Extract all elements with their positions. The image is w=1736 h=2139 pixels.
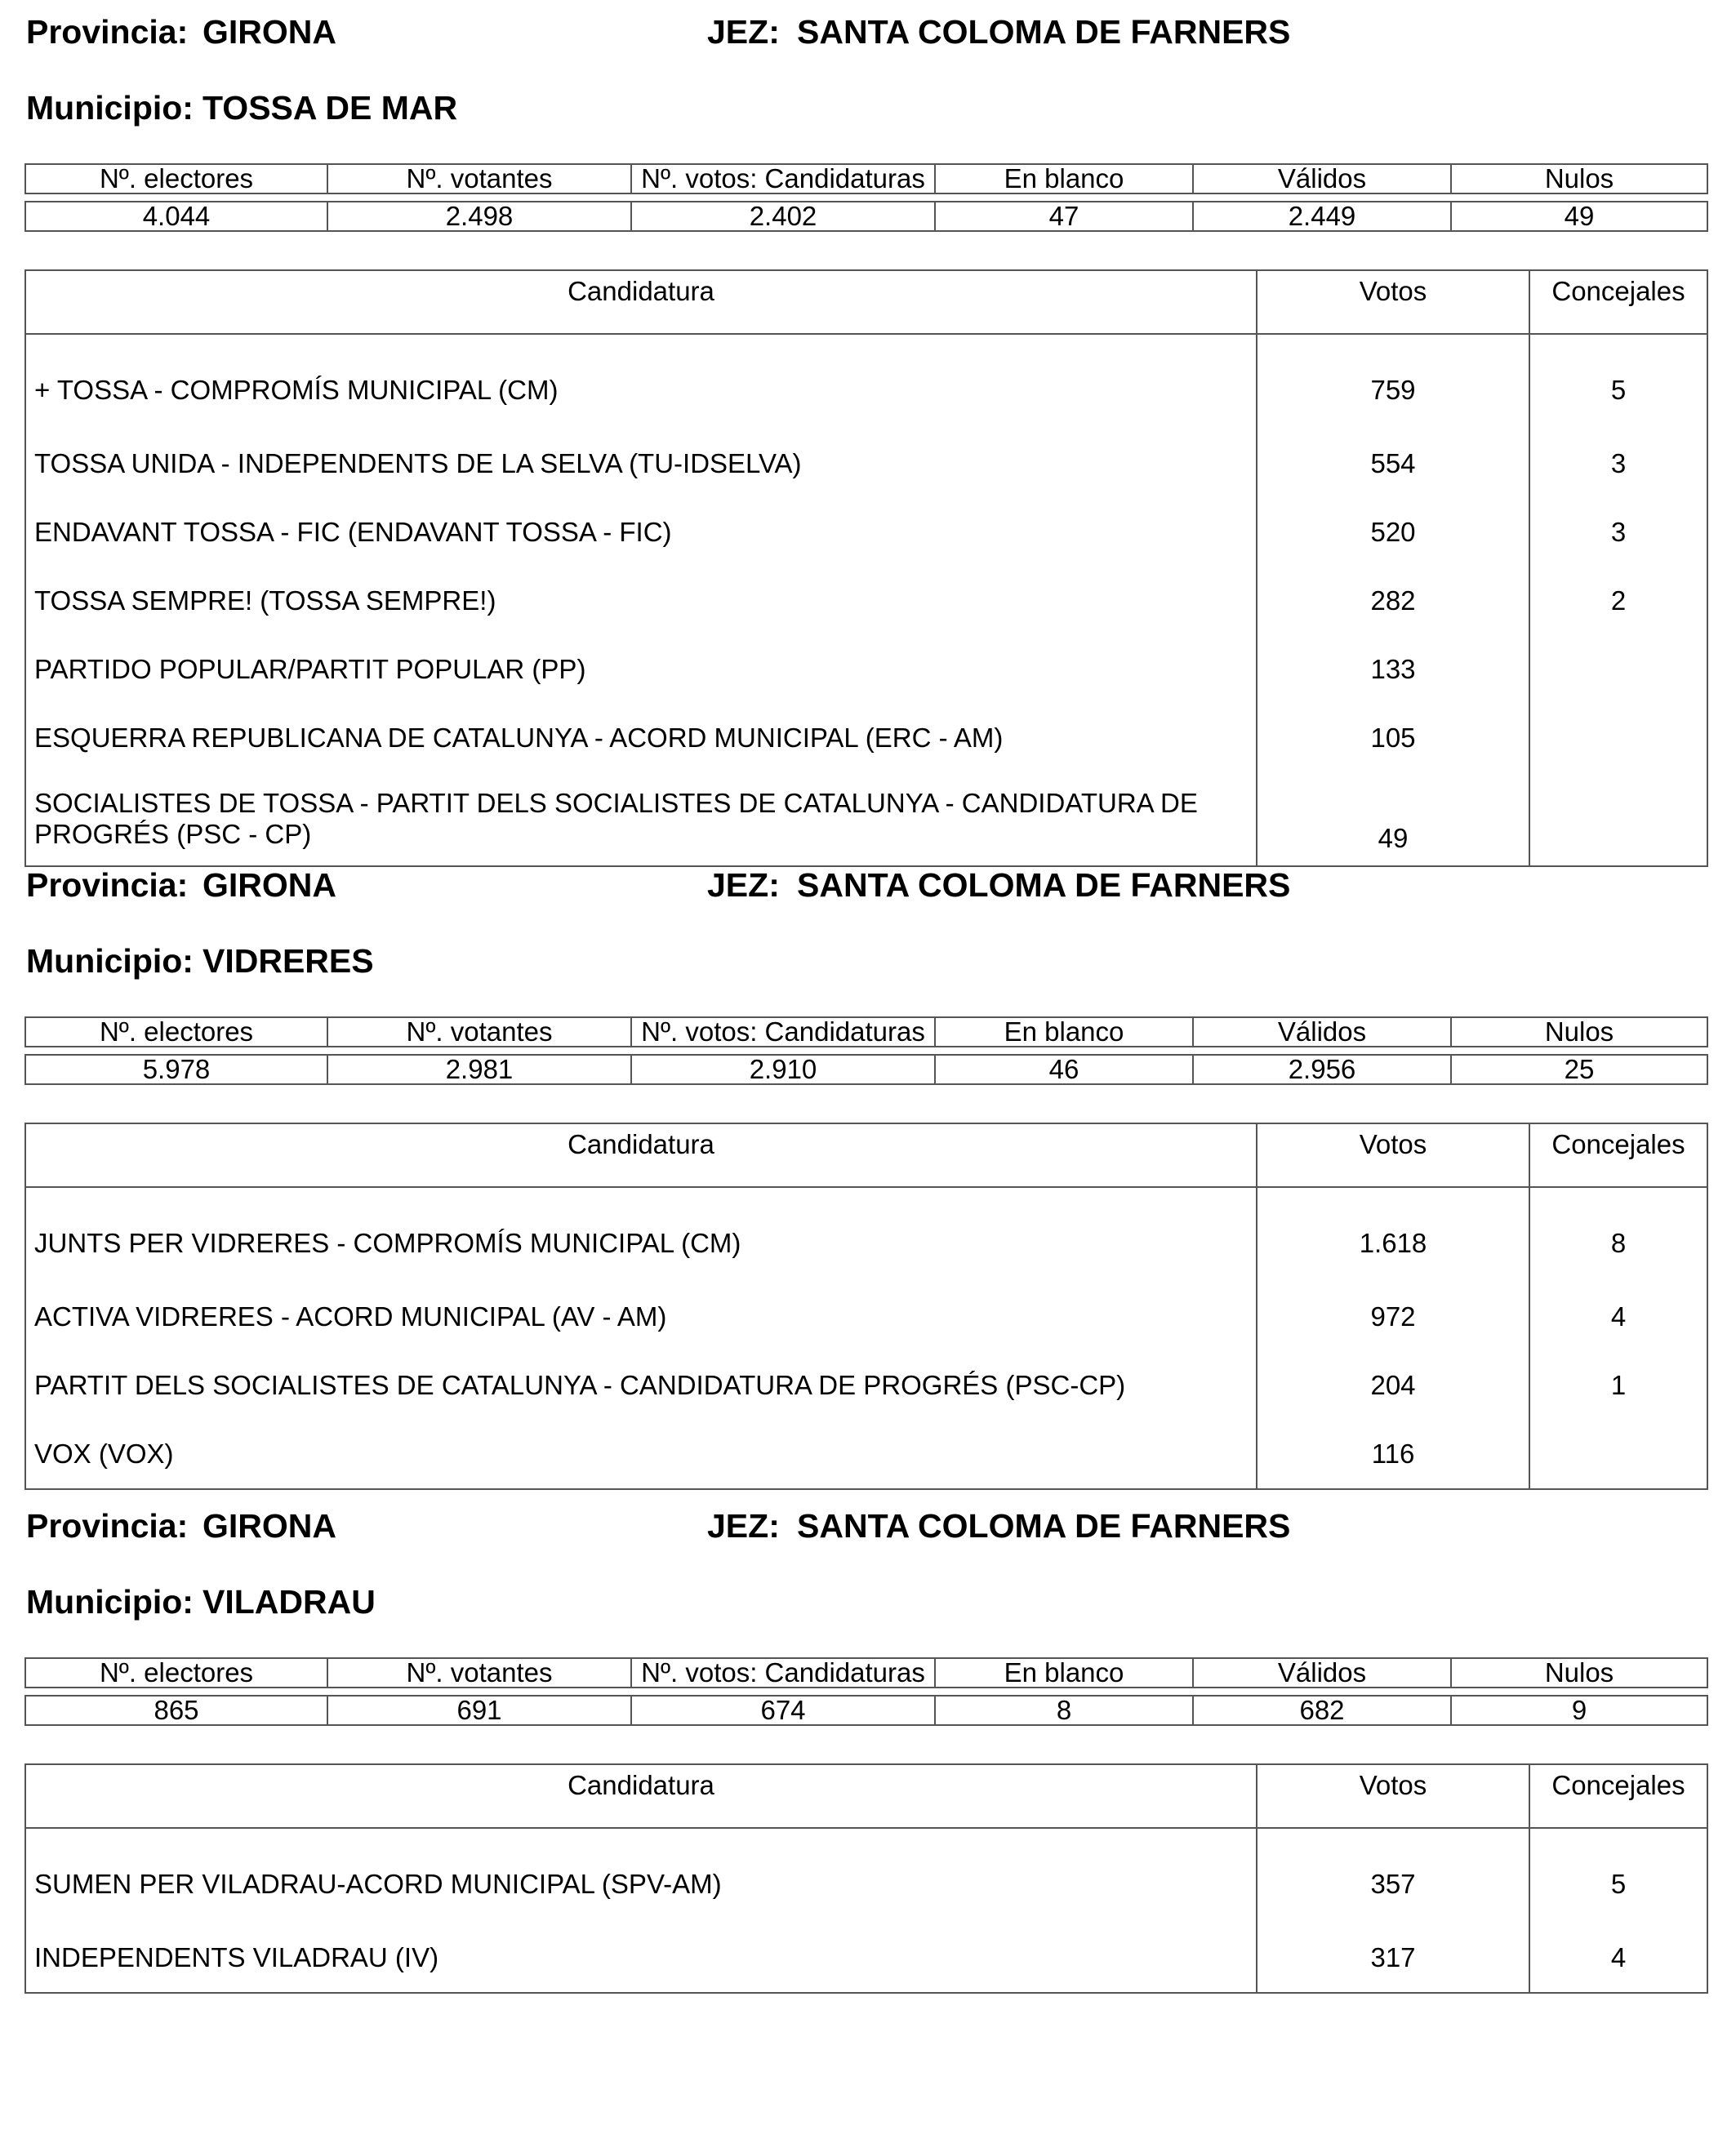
summary-header: Nº. votantes [327, 1017, 631, 1047]
concejales-header: Concejales [1529, 1123, 1707, 1187]
summary-header: Válidos [1193, 1658, 1451, 1688]
municipio-label: Municipio: [26, 942, 194, 980]
votos-value: 133 [1257, 635, 1529, 704]
summary-header: Nulos [1451, 164, 1707, 193]
concejales-value [1529, 772, 1707, 866]
provincia-label: Provincia: [26, 13, 189, 51]
votos-header: Votos [1257, 270, 1529, 334]
concejales-value [1529, 1420, 1707, 1489]
summary-header: Nº. votos: Candidaturas [631, 1017, 935, 1047]
concejales-value: 8 [1529, 1187, 1707, 1283]
candidatura-name: TOSSA UNIDA - INDEPENDENTS DE LA SELVA (TU-IDSELVA) [25, 429, 1257, 498]
candidatura-header: Candidatura [25, 1123, 1257, 1187]
table-row [25, 704, 1707, 772]
concejales-value: 4 [1529, 1923, 1707, 1993]
concejales-value: 4 [1529, 1283, 1707, 1351]
candidatura-name: TOSSA SEMPRE! (TOSSA SEMPRE!) [25, 567, 1257, 635]
summary-header: Nº. votos: Candidaturas [631, 1658, 935, 1688]
candidatura-name: PARTIT DELS SOCIALISTES DE CATALUNYA - CANDIDATURA DE PROGRÉS (PSC-CP) [25, 1351, 1257, 1420]
summary-value: 25 [1451, 1055, 1707, 1084]
jez-value: SANTA COLOMA DE FARNERS [797, 1507, 1291, 1545]
summary-header: Nulos [1451, 1017, 1707, 1047]
table-row [25, 1420, 1707, 1489]
candidaturas-table [24, 269, 1708, 867]
provincia-value: GIRONA [203, 13, 336, 51]
municipio-value: TOSSA DE MAR [203, 89, 458, 127]
concejales-value [1529, 704, 1707, 772]
table-row [25, 1283, 1707, 1351]
table-row [25, 567, 1707, 635]
summary-value: 2.956 [1193, 1055, 1451, 1084]
candidatura-name: SUMEN PER VILADRAU-ACORD MUNICIPAL (SPV-AM) [25, 1828, 1257, 1923]
summary-value: 865 [25, 1696, 327, 1725]
candidaturas-table [24, 1123, 1708, 1490]
summary-value: 691 [327, 1696, 631, 1725]
provincia-value: GIRONA [203, 866, 336, 904]
concejales-value: 1 [1529, 1351, 1707, 1420]
votos-value: 282 [1257, 567, 1529, 635]
concejales-header: Concejales [1529, 1764, 1707, 1828]
summary-value: 47 [935, 202, 1193, 231]
votos-value: 49 [1257, 772, 1529, 866]
summary-value: 4.044 [25, 202, 327, 231]
votos-header: Votos [1257, 1123, 1529, 1187]
summary-header: Nº. electores [25, 1658, 327, 1688]
votos-value: 759 [1257, 334, 1529, 429]
jez-label: JEZ: [707, 866, 780, 904]
municipio-label: Municipio: [26, 1583, 194, 1621]
concejales-value: 3 [1529, 429, 1707, 498]
summary-value: 8 [935, 1696, 1193, 1725]
municipio-value: VILADRAU [203, 1583, 376, 1621]
jez-value: SANTA COLOMA DE FARNERS [797, 13, 1291, 51]
municipio-label: Municipio: [26, 89, 194, 127]
table-row [25, 635, 1707, 704]
summary-header: Válidos [1193, 164, 1451, 193]
votos-value: 116 [1257, 1420, 1529, 1489]
summary-header: En blanco [935, 164, 1193, 193]
summary-value: 2.981 [327, 1055, 631, 1084]
candidatura-name: + TOSSA - COMPROMÍS MUNICIPAL (CM) [25, 334, 1257, 429]
summary-header: Nº. electores [25, 1017, 327, 1047]
votos-value: 317 [1257, 1923, 1529, 1993]
candidatura-name: PARTIDO POPULAR/PARTIT POPULAR (PP) [25, 635, 1257, 704]
table-row [25, 1923, 1707, 1993]
summary-value: 2.498 [327, 202, 631, 231]
provincia-label: Provincia: [26, 866, 189, 904]
summary-header: Nº. votantes [327, 1658, 631, 1688]
votos-value: 357 [1257, 1828, 1529, 1923]
jez-label: JEZ: [707, 1507, 780, 1545]
summary-value: 2.449 [1193, 202, 1451, 231]
summary-header: Nulos [1451, 1658, 1707, 1688]
summary-value: 674 [631, 1696, 935, 1725]
summary-header: Nº. electores [25, 164, 327, 193]
summary-header: Válidos [1193, 1017, 1451, 1047]
candidatura-name: ENDAVANT TOSSA - FIC (ENDAVANT TOSSA - FIC) [25, 498, 1257, 567]
municipio-value: VIDRERES [203, 942, 374, 980]
table-row [25, 1187, 1707, 1283]
table-row [25, 429, 1707, 498]
jez-label: JEZ: [707, 13, 780, 51]
table-row [25, 498, 1707, 567]
summary-value: 49 [1451, 202, 1707, 231]
candidatura-name: ESQUERRA REPUBLICANA DE CATALUNYA - ACORD MUNICIPAL (ERC - AM) [25, 704, 1257, 772]
candidatura-name: INDEPENDENTS VILADRAU (IV) [25, 1923, 1257, 1993]
votos-value: 520 [1257, 498, 1529, 567]
provincia-label: Provincia: [26, 1507, 189, 1545]
summary-table [24, 1657, 1708, 1726]
summary-header: Nº. votantes [327, 164, 631, 193]
summary-table [24, 1016, 1708, 1085]
concejales-value: 5 [1529, 334, 1707, 429]
votos-header: Votos [1257, 1764, 1529, 1828]
summary-value: 682 [1193, 1696, 1451, 1725]
summary-value: 2.910 [631, 1055, 935, 1084]
summary-table [24, 163, 1708, 232]
candidatura-name: SOCIALISTES DE TOSSA - PARTIT DELS SOCIALISTES DE CATALUNYA - CANDIDATURA DE PROGRÉS (PSC - CP) [25, 772, 1257, 866]
table-row [25, 1351, 1707, 1420]
votos-value: 972 [1257, 1283, 1529, 1351]
summary-value: 9 [1451, 1696, 1707, 1725]
summary-value: 46 [935, 1055, 1193, 1084]
candidaturas-table [24, 1763, 1708, 1994]
candidatura-header: Candidatura [25, 1764, 1257, 1828]
candidatura-name: VOX (VOX) [25, 1420, 1257, 1489]
concejales-value [1529, 635, 1707, 704]
jez-value: SANTA COLOMA DE FARNERS [797, 866, 1291, 904]
table-row [25, 772, 1707, 866]
concejales-header: Concejales [1529, 270, 1707, 334]
votos-value: 1.618 [1257, 1187, 1529, 1283]
votos-value: 204 [1257, 1351, 1529, 1420]
provincia-value: GIRONA [203, 1507, 336, 1545]
candidatura-name: ACTIVA VIDRERES - ACORD MUNICIPAL (AV - AM) [25, 1283, 1257, 1351]
concejales-value: 5 [1529, 1828, 1707, 1923]
candidatura-name: JUNTS PER VIDRERES - COMPROMÍS MUNICIPAL (CM) [25, 1187, 1257, 1283]
summary-header: En blanco [935, 1658, 1193, 1688]
votos-value: 105 [1257, 704, 1529, 772]
votos-value: 554 [1257, 429, 1529, 498]
table-row [25, 334, 1707, 429]
concejales-value: 3 [1529, 498, 1707, 567]
summary-value: 2.402 [631, 202, 935, 231]
candidatura-header: Candidatura [25, 270, 1257, 334]
summary-header: En blanco [935, 1017, 1193, 1047]
summary-value: 5.978 [25, 1055, 327, 1084]
summary-header: Nº. votos: Candidaturas [631, 164, 935, 193]
table-row [25, 1828, 1707, 1923]
concejales-value: 2 [1529, 567, 1707, 635]
